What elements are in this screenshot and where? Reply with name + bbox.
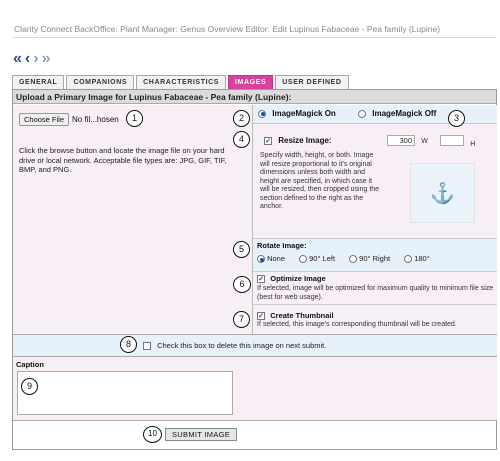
callout-2: 2 (233, 110, 250, 127)
rotate-options (257, 254, 430, 263)
callout-3: 3 (448, 110, 465, 127)
resize-checkbox[interactable]: ✓ (265, 137, 271, 145)
imagemagick-off-radio[interactable] (358, 110, 366, 118)
callout-9: 9 (21, 378, 38, 395)
delete-label: Check this box to delete this image on next submit. (157, 341, 327, 350)
thumbnail-option[interactable] (257, 311, 334, 320)
next-record-icon[interactable]: › (33, 50, 39, 67)
callout-5: 5 (233, 241, 250, 258)
callout-7: 7 (233, 311, 250, 328)
height-unit-label: H (470, 141, 476, 148)
anchor-icon[interactable]: ⚓ (410, 163, 475, 223)
thumbnail-help-text: If selected, this image's corresponding thumbnail will be created. (257, 321, 457, 328)
callout-6: 6 (233, 276, 251, 293)
rotate-option-left[interactable]: 90° Left (299, 254, 335, 263)
rotate-right-radio[interactable] (349, 255, 357, 263)
breadcrumb-subsection[interactable]: Genus Overview Editor (180, 24, 268, 34)
breadcrumb-divider (12, 37, 496, 38)
caption-label: Caption (16, 360, 44, 369)
last-record-icon[interactable]: » (41, 50, 51, 67)
delete-option[interactable] (143, 341, 326, 350)
optimize-help-text: If selected, image will be optimized for maximum quality to minimum file size (best for web usage). (257, 285, 494, 301)
imagemagick-on-radio[interactable] (258, 110, 266, 118)
caption-textarea[interactable] (17, 371, 233, 415)
upload-area (13, 105, 252, 334)
callout-10: 10 (143, 426, 162, 443)
rotate-180-radio[interactable] (404, 255, 412, 263)
breadcrumb-app[interactable]: Clarity Connect BackOffice (14, 24, 116, 34)
choose-file-button[interactable]: Choose File (19, 113, 69, 126)
optimize-label: Optimize Image (270, 274, 326, 283)
file-upload-row (19, 113, 119, 126)
callout-4: 4 (233, 131, 250, 148)
optimize-checkbox[interactable]: ✓ (258, 275, 264, 283)
record-navigation (13, 51, 50, 67)
first-record-icon[interactable]: « (13, 50, 22, 67)
rotate-option-right[interactable]: 90° Right (349, 254, 390, 263)
tab-bar (12, 75, 349, 89)
width-unit-label: W (421, 138, 428, 145)
callout-8: 8 (120, 336, 137, 353)
imagemagick-on-label: ImageMagick On (272, 109, 336, 118)
resize-height-group (440, 135, 475, 150)
resize-option[interactable] (264, 136, 332, 145)
rotate-label: Rotate Image: (257, 241, 307, 250)
prev-record-icon[interactable]: ‹ (24, 50, 31, 67)
rotate-option-none[interactable]: None (257, 254, 285, 263)
imagemagick-off-label: ImageMagick Off (372, 109, 437, 118)
rotate-none-radio[interactable] (257, 255, 265, 263)
file-name-display: No fil...hosen (72, 115, 119, 124)
breadcrumb-section[interactable]: Plant Manager (120, 24, 176, 34)
callout-1: 1 (126, 110, 143, 127)
panel-title: Upload a Primary Image for Lupinus Fabaceae - Pea family (Lupine): (13, 90, 496, 104)
tab-companions[interactable]: COMPANIONS (66, 75, 134, 89)
rotate-left-radio[interactable] (299, 255, 307, 263)
resize-width-group (387, 135, 428, 147)
submit-image-button[interactable]: SUBMIT IMAGE (165, 428, 237, 441)
resize-height-input[interactable] (440, 135, 464, 146)
imagemagick-on-option[interactable] (258, 109, 336, 118)
resize-help-text: Specify width, height, or both. Image will resize proportional to it's original dimensions unless both width and height are specified, in which case it will be resized, then cropped using the section defined to the right as the anchor. (260, 152, 380, 210)
tab-images[interactable]: IMAGES (228, 75, 273, 89)
images-panel (12, 89, 497, 450)
thumbnail-label: Create Thumbnail (270, 311, 334, 320)
breadcrumb: Clarity Connect BackOffice: Plant Manager: Genus Overview Editor: Edit Lupinus Fabaceae - Pea family (Lupine) (14, 24, 441, 34)
rotate-option-180[interactable]: 180° (404, 254, 430, 263)
optimize-option[interactable] (257, 274, 326, 283)
tab-user-defined[interactable]: USER DEFINED (275, 75, 348, 89)
delete-checkbox[interactable] (143, 342, 151, 350)
resize-label: Resize Image: (278, 136, 332, 145)
breadcrumb-page: Edit Lupinus Fabaceae - Pea family (Lupine) (272, 24, 441, 34)
resize-width-input[interactable]: 300 (387, 135, 415, 146)
imagemagick-off-option[interactable] (358, 109, 436, 118)
tab-characteristics[interactable]: CHARACTERISTICS (136, 75, 226, 89)
thumbnail-checkbox[interactable]: ✓ (258, 312, 264, 320)
tab-general[interactable]: GENERAL (12, 75, 64, 89)
upload-instructions: Click the browse button and locate the image file on your hard drive or local network. Acceptable file types are: JPG, GIF, TIF, BMP, and PNG. (19, 146, 227, 174)
